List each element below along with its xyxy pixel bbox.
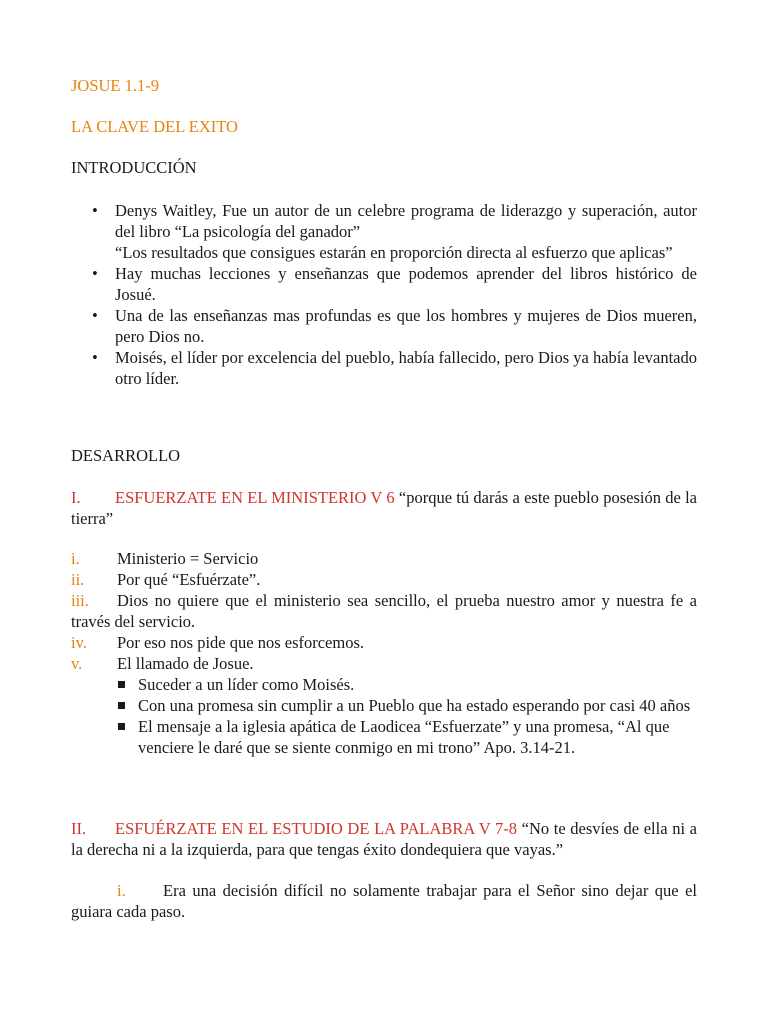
list-item-numeral: i. <box>117 881 126 900</box>
bullet-dot-icon: • <box>92 264 98 283</box>
list-item-numeral: iv. <box>71 633 87 652</box>
list-item-text: Era una decisión difícil no solamente trabajar para el Señor sino dejar que el guiara cada paso. <box>71 881 697 921</box>
sub-list-item <box>71 695 697 716</box>
section-title: ESFUERZATE EN EL MINISTERIO V 6 <box>115 488 395 507</box>
section-numeral: I. <box>71 488 81 507</box>
intro-bullet-text: Una de las enseñanzas mas profundas es que los hombres y mujeres de Dios mueren, pero Dios no. <box>115 306 697 346</box>
list-item <box>71 880 697 922</box>
list-item <box>71 653 697 674</box>
bullet-dot-icon: • <box>92 306 98 325</box>
list-item-text: Por qué “Esfuérzate”. <box>117 570 261 589</box>
section-title: ESFUÉRZATE EN EL ESTUDIO DE LA PALABRA V 7-8 <box>115 819 517 838</box>
square-bullet-icon <box>118 702 125 709</box>
sub-list-item-text: El mensaje a la iglesia apática de Laodicea “Esfuerzate” y una promesa, “Al que venciere le daré que se siente conmigo en mi trono” Apo. 3.14-21. <box>138 717 670 757</box>
list-item-numeral: v. <box>71 654 83 673</box>
list-item <box>71 632 697 653</box>
square-bullet-icon <box>118 681 125 688</box>
section-1-items <box>71 548 697 758</box>
section-heading-2 <box>71 818 697 860</box>
sub-list-item-text: Con una promesa sin cumplir a un Pueblo que ha estado esperando por casi 40 años <box>138 696 691 715</box>
section-2-items <box>71 880 697 922</box>
intro-bullet-text: Hay muchas lecciones y enseñanzas que podemos aprender del libros histórico de Josué. <box>115 264 697 304</box>
intro-bullet-text: Denys Waitley, Fue un autor de un celebre programa de liderazgo y superación, autor del libro “La psicología del ganador” <box>115 201 697 241</box>
sermon-title: LA CLAVE DEL EXITO <box>71 117 238 136</box>
intro-bullet-text: Moisés, el líder por excelencia del pueblo, había fallecido, pero Dios ya había levantado otro líder. <box>115 348 697 388</box>
list-item <box>71 569 697 590</box>
list-item-text: Por eso nos pide que nos esforcemos. <box>117 633 365 652</box>
intro-bullet-item <box>71 347 697 389</box>
sub-list-item-text: Suceder a un líder como Moisés. <box>138 675 355 694</box>
intro-bullet-item <box>71 200 697 263</box>
section-numeral: II. <box>71 819 87 838</box>
section-quote: “No te desvíes de ella ni a la derecha ni a la izquierda, para que tengas éxito dondequiera que vayas.” <box>71 819 697 859</box>
section-heading-1 <box>71 487 697 529</box>
list-item-numeral: i. <box>71 549 80 568</box>
bullet-dot-icon: • <box>92 348 98 367</box>
list-item-numeral: ii. <box>71 570 85 589</box>
bullet-dot-icon: • <box>92 201 98 220</box>
desarrollo-heading: DESARROLLO <box>71 446 181 465</box>
square-bullet-icon <box>118 723 125 730</box>
list-item-text: Dios no quiere que el ministerio sea sencillo, el prueba nuestro amor y nuestra fe a través del servicio. <box>71 591 697 631</box>
scripture-reference: JOSUE 1.1-9 <box>71 76 160 95</box>
intro-bullet-item <box>71 305 697 347</box>
sub-list-item <box>71 716 697 758</box>
sub-list-item <box>71 674 697 695</box>
intro-heading: INTRODUCCIÓN <box>71 158 197 177</box>
intro-bullet-list <box>71 200 697 389</box>
list-item-numeral: iii. <box>71 591 89 610</box>
list-item <box>71 590 697 632</box>
list-item <box>71 548 697 569</box>
section-quote: “porque tú darás a este pueblo posesión de la tierra” <box>71 488 697 528</box>
intro-bullet-item <box>71 263 697 305</box>
list-item-text: Ministerio = Servicio <box>117 549 259 568</box>
intro-bullet-quote: “Los resultados que consigues estarán en proporción directa al esfuerzo que aplicas” <box>115 243 673 262</box>
list-item-text: El llamado de Josue. <box>117 654 254 673</box>
